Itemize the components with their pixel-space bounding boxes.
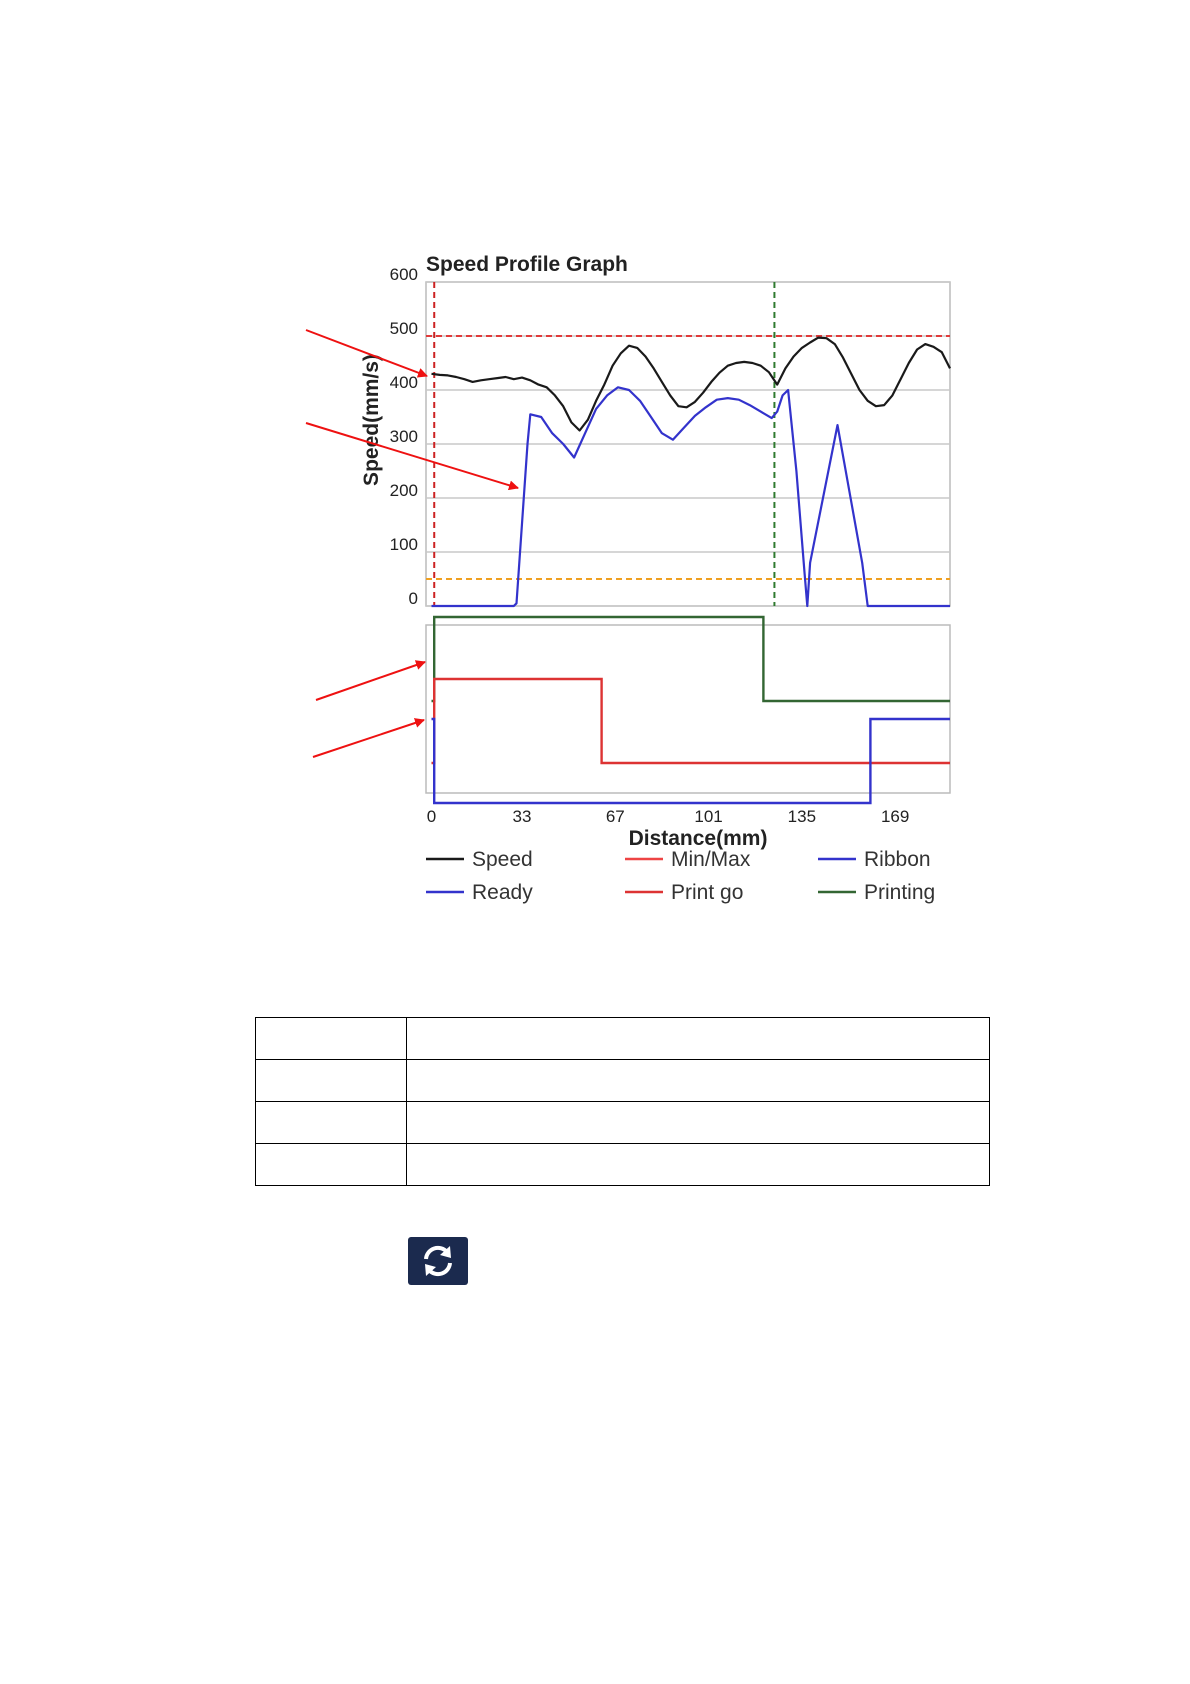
legend-label: Print go — [671, 881, 744, 904]
x-tick-label: 169 — [880, 807, 910, 826]
legend-label: Ribbon — [864, 848, 931, 871]
refresh-icon — [419, 1243, 457, 1279]
legend-item — [426, 848, 533, 871]
y-tick-label: 600 — [389, 265, 418, 284]
x-tick-label: 101 — [694, 807, 723, 826]
legend-item — [818, 881, 935, 904]
table-cell — [407, 1018, 990, 1060]
legend-label: Ready — [472, 881, 533, 904]
y-tick-label: 500 — [389, 319, 418, 338]
legend-item — [625, 848, 751, 871]
legend-item — [625, 881, 743, 904]
annotation-arrow-print-go — [313, 720, 424, 757]
legend-item — [426, 881, 533, 904]
x-tick-label: 0 — [426, 807, 437, 826]
x-tick-label: 67 — [605, 807, 625, 826]
table-row — [256, 1144, 990, 1186]
table-cell — [256, 1102, 407, 1144]
x-tick-label: 135 — [787, 807, 817, 826]
legend-item — [818, 848, 931, 871]
legend — [426, 848, 935, 904]
y-tick-label: 100 — [389, 535, 418, 554]
y-tick-label: 0 — [408, 589, 418, 608]
table-row — [256, 1018, 990, 1060]
refresh-button[interactable] — [408, 1237, 468, 1285]
table-row — [256, 1060, 990, 1102]
annotation-arrow-printing — [316, 662, 425, 700]
legend-label: Speed — [472, 848, 533, 871]
table-cell — [256, 1060, 407, 1102]
table-cell — [407, 1144, 990, 1186]
table-cell — [407, 1102, 990, 1144]
x-axis-title: Distance(mm) — [628, 827, 768, 850]
legend-label: Printing — [864, 881, 936, 904]
table-row — [256, 1102, 990, 1144]
legend-label: Min/Max — [671, 848, 751, 871]
x-tick-label: 33 — [512, 807, 532, 826]
bottom-panel — [426, 617, 950, 803]
y-tick-label: 400 — [389, 373, 418, 392]
y-axis-title: Speed(mm/s) — [360, 354, 383, 486]
table-cell — [407, 1060, 990, 1102]
table-cell — [256, 1018, 407, 1060]
top-panel — [360, 265, 950, 608]
chart-title: Speed Profile Graph — [426, 253, 628, 276]
table-cell — [256, 1144, 407, 1186]
y-tick-label: 300 — [389, 427, 418, 446]
y-tick-label: 200 — [389, 481, 418, 500]
empty-table — [255, 1017, 990, 1186]
y-tick-labels — [390, 265, 418, 608]
x-tick-labels — [427, 807, 910, 826]
